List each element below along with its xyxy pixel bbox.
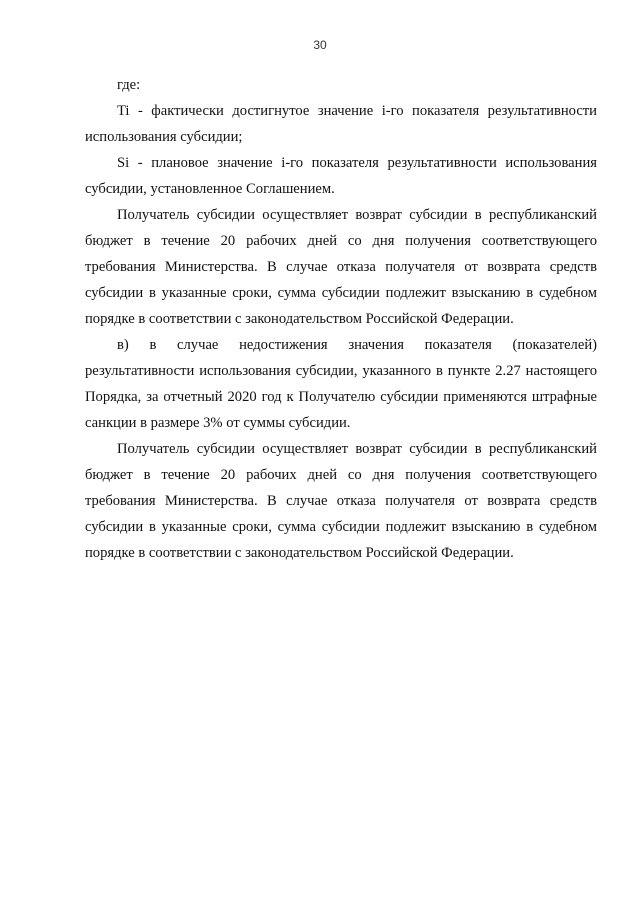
paragraph-item-v: в) в случае недостижения значения показателя (показателей) результативности использования субсидии, указанного в пункте 2.27 настоящего Порядка, за отчетный 2020 год к Получателю субсидии применяются штрафные санкции в размере 3% от суммы субсидии. (85, 337, 597, 431)
paragraph-refund-1: Получатель субсидии осуществляет возврат субсидии в республиканский бюджет в течение 20 рабочих дней со дня получения соответствующего требования Министерства. В случае отказа получателя от возврата средств субсидии в указанные сроки, сумма субсидии подлежит взысканию в судебном порядке в соответствии с законодательством Российской Федерации. (85, 207, 597, 327)
paragraph-si-definition: Si - плановое значение i-го показателя результативности использования субсидии, установленное Соглашением. (85, 155, 597, 197)
document-body (85, 72, 597, 566)
paragraph-ti-definition: Ti - фактически достигнутое значение i-го показателя результативности использования субсидии; (85, 103, 597, 145)
paragraph-refund-2: Получатель субсидии осуществляет возврат субсидии в республиканский бюджет в течение 20 рабочих дней со дня получения соответствующего требования Министерства. В случае отказа получателя от возврата средств субсидии в указанные сроки, сумма субсидии подлежит взысканию в судебном порядке в соответствии с законодательством Российской Федерации. (85, 441, 597, 561)
page-number: 30 (313, 38, 327, 52)
paragraph-where: где: (117, 77, 141, 93)
